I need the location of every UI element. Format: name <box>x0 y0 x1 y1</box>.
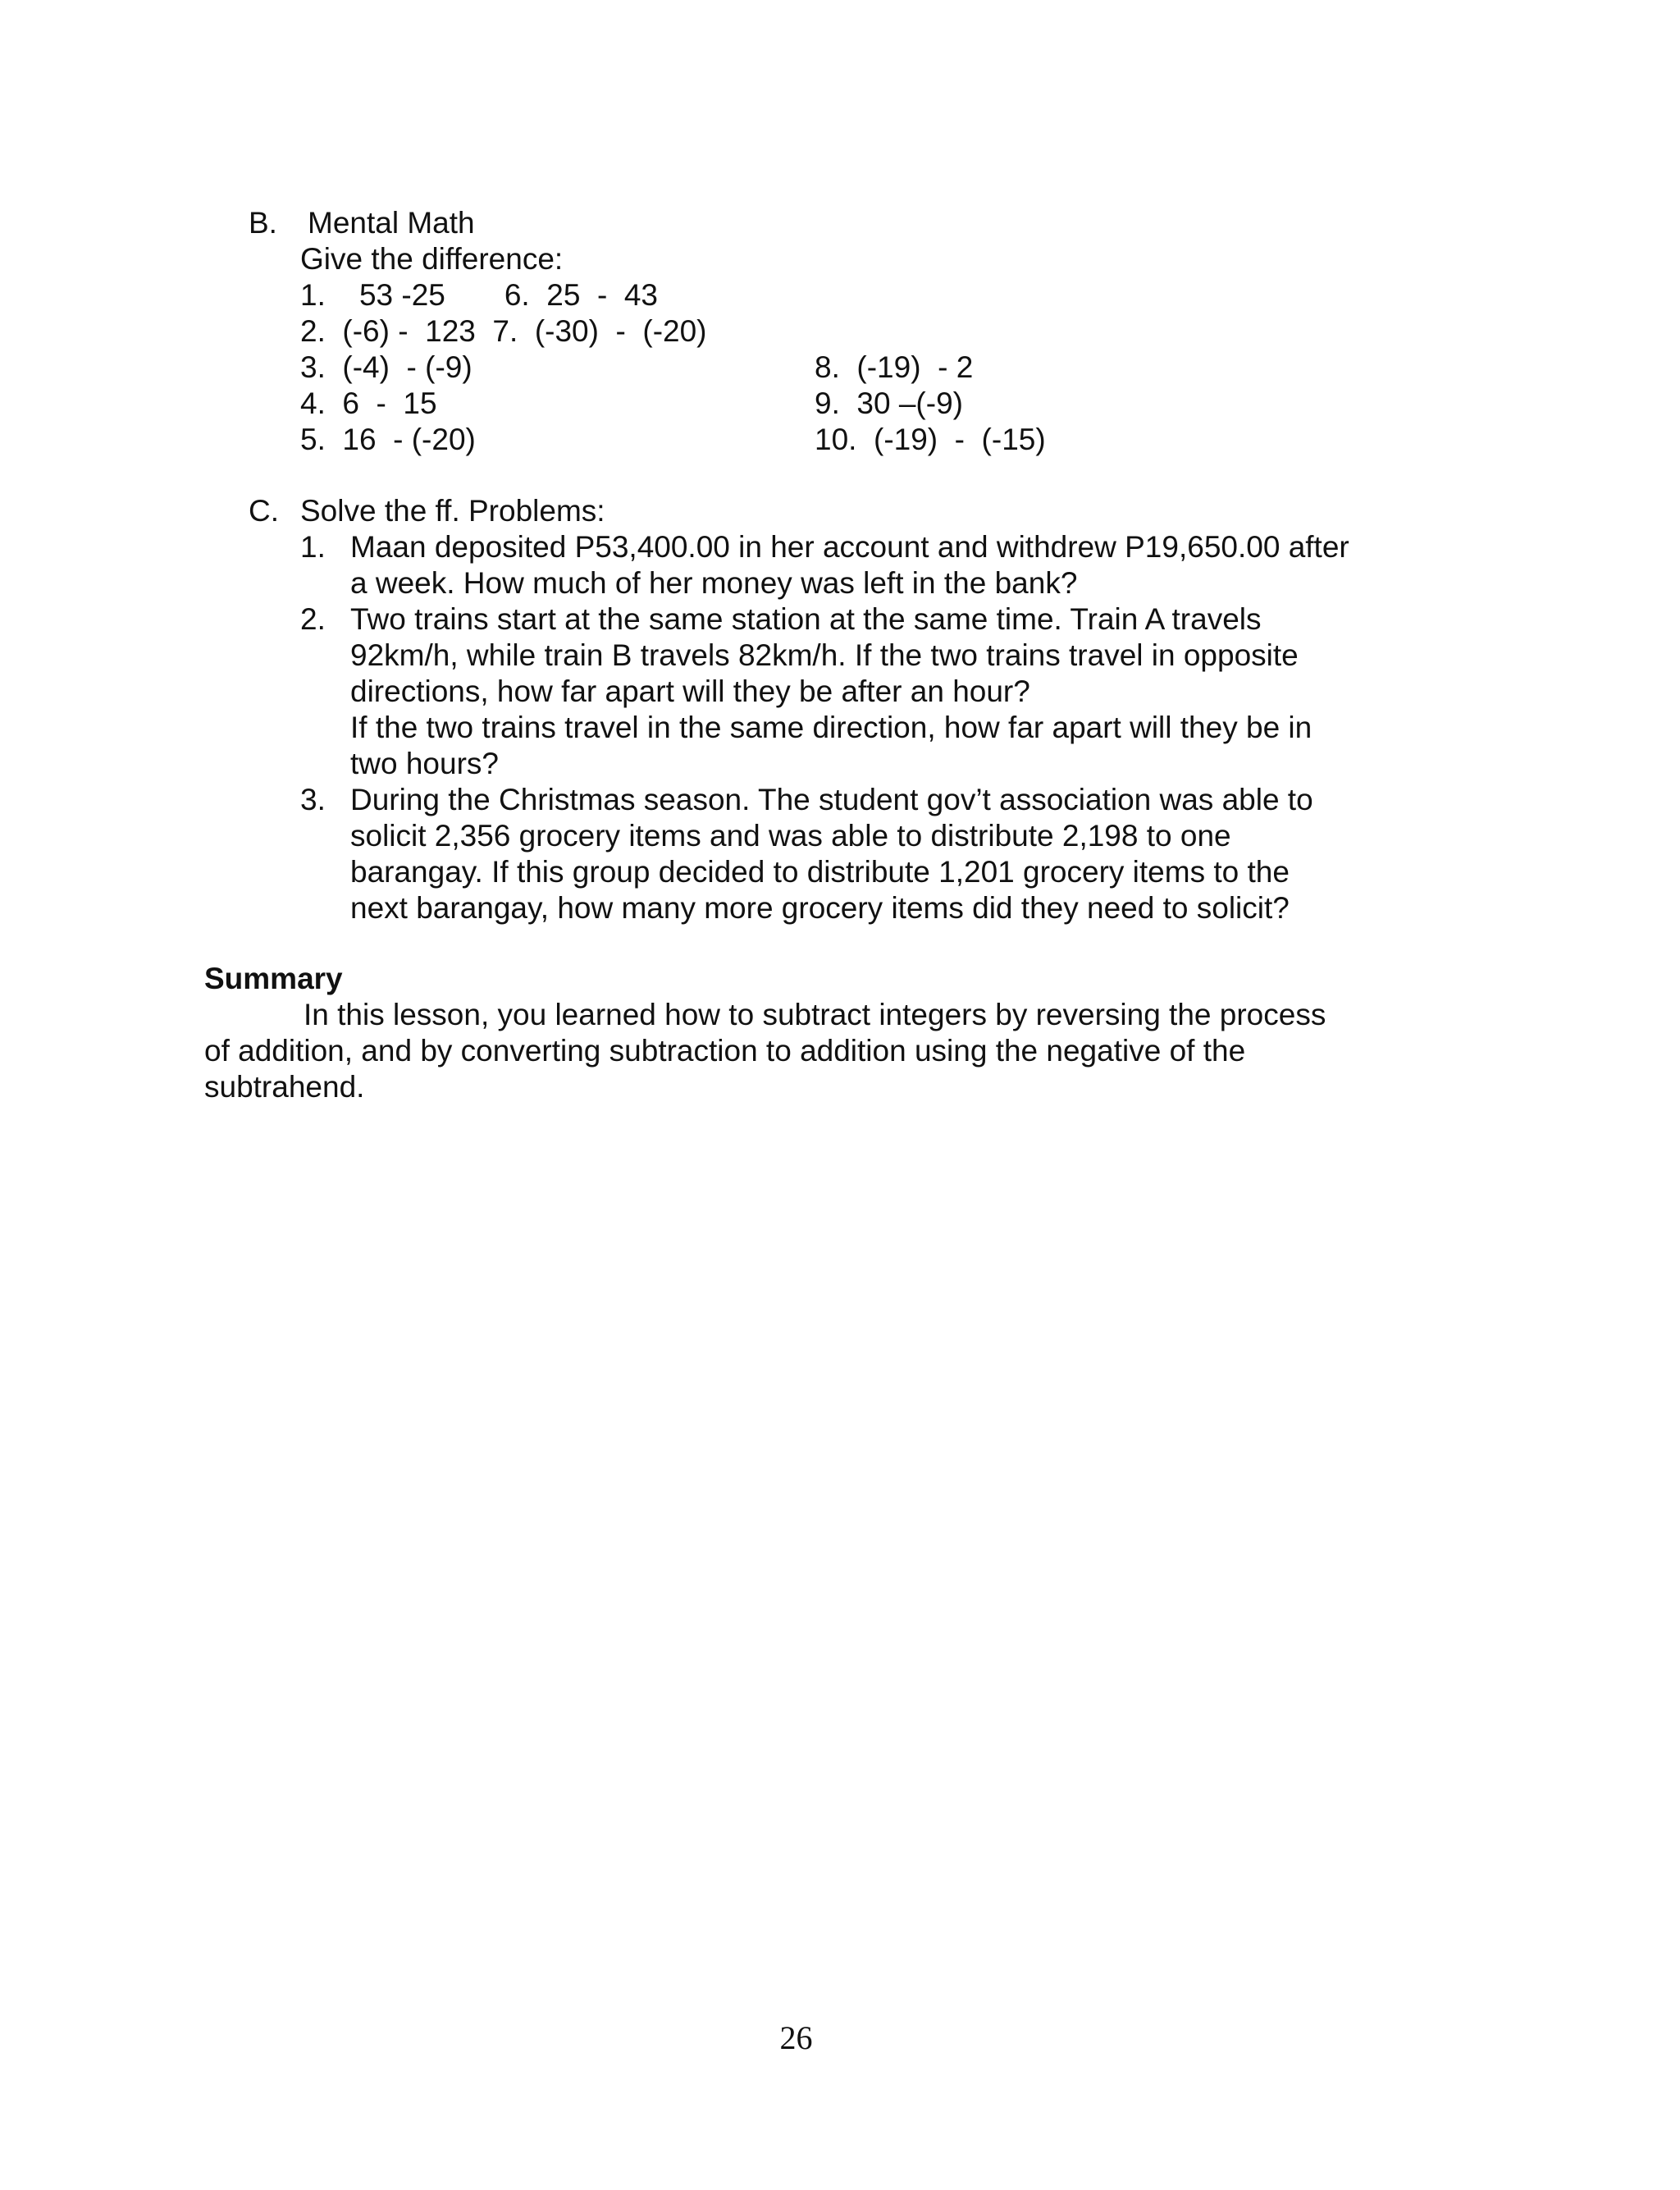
problem-line: If the two trains travel in the same direction, how far apart will they be in <box>350 711 1312 744</box>
mental-math-item: 9. 30 –(-9) <box>815 386 963 420</box>
problem-line: 92km/h, while train B travels 82km/h. If the two trains travel in opposite <box>350 638 1299 672</box>
problem-line: a week. How much of her money was left in the bank? <box>350 566 1078 600</box>
summary-line: subtrahend. <box>204 1070 365 1104</box>
mental-math-item: 4. 6 - 15 <box>300 386 437 420</box>
problem-number: 2. <box>300 602 326 636</box>
problem-line: next barangay, how many more grocery items did they need to solicit? <box>350 891 1290 925</box>
problem-line: solicit 2,356 grocery items and was able to distribute 2,198 to one <box>350 819 1231 853</box>
summary-heading: Summary <box>204 962 343 995</box>
problem-line: Two trains start at the same station at the same time. Train A travels <box>350 602 1262 636</box>
mental-math-item: 1. 53 -25 6. 25 - 43 <box>300 278 659 312</box>
mental-math-item: 8. (-19) - 2 <box>815 350 974 384</box>
section-b-letter: B. <box>249 206 277 240</box>
mental-math-item: 2. (-6) - 123 7. (-30) - (-20) <box>300 314 707 348</box>
section-b-instruction: Give the difference: <box>300 242 564 276</box>
section-b-title: Mental Math <box>308 206 475 240</box>
mental-math-item: 10. (-19) - (-15) <box>815 423 1046 456</box>
section-c-letter: C. <box>249 494 279 528</box>
problem-line: directions, how far apart will they be after an hour? <box>350 674 1030 708</box>
mental-math-item: 3. (-4) - (-9) <box>300 350 472 384</box>
mental-math-item: 5. 16 - (-20) <box>300 423 476 456</box>
summary-line: of addition, and by converting subtraction to addition using the negative of the <box>204 1034 1246 1068</box>
summary-line: In this lesson, you learned how to subtract integers by reversing the process <box>304 998 1326 1031</box>
problem-line: barangay. If this group decided to distribute 1,201 grocery items to the <box>350 855 1290 889</box>
problem-line: two hours? <box>350 747 499 780</box>
problem-line: During the Christmas season. The student gov’t association was able to <box>350 783 1313 816</box>
problem-number: 3. <box>300 783 326 816</box>
problem-number: 1. <box>300 530 326 564</box>
section-c-title: Solve the ff. Problems: <box>300 494 605 528</box>
page-number: 26 <box>779 2019 813 2056</box>
problem-line: Maan deposited P53,400.00 in her account and withdrew P19,650.00 after <box>350 530 1349 564</box>
